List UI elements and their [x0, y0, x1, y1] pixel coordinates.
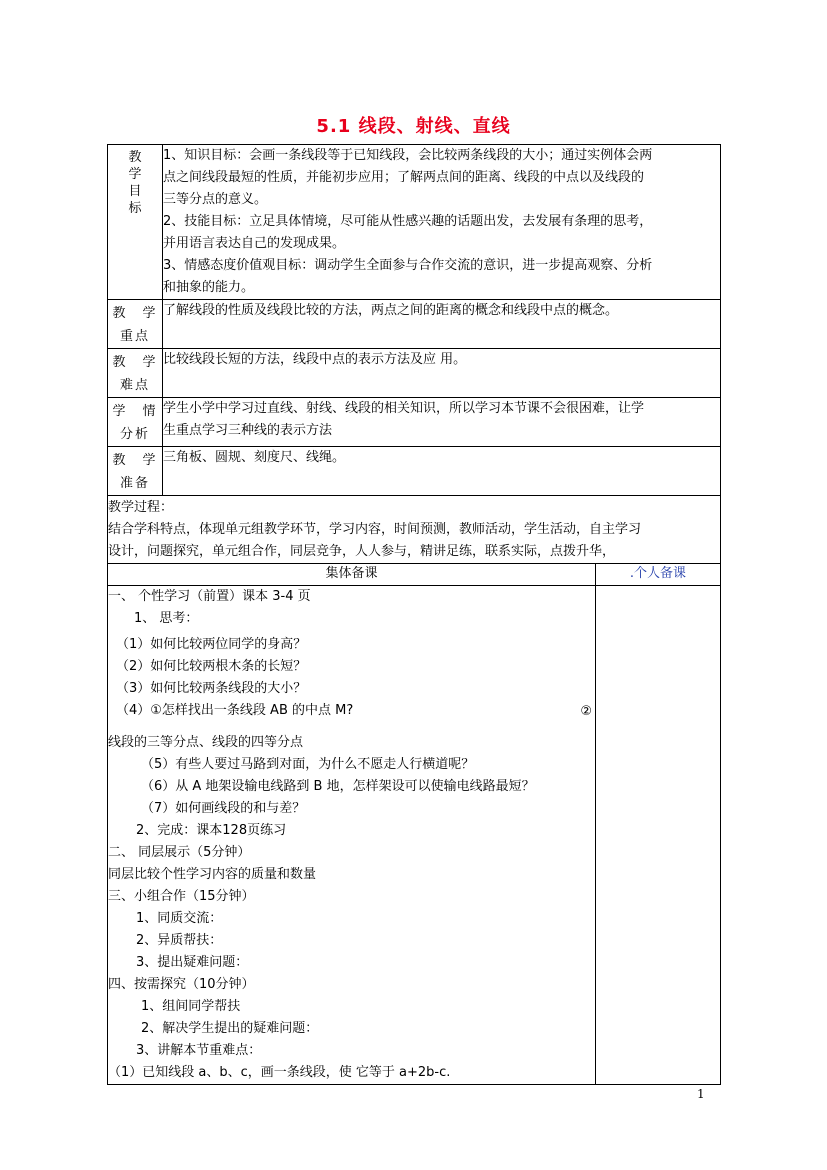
lesson-line: （6）从 A 地架设输电线路到 B 地，怎样架设可以使输电线路最短？	[141, 779, 535, 794]
label-line: 教 学	[112, 453, 158, 468]
lesson-line: 同层比较个性学习内容的质量和数量	[108, 867, 317, 882]
lesson-line: 三、小组合作（15分钟）	[108, 889, 255, 904]
process-line: 结合学科特点，体现单元组教学环节，学习内容，时间预测，教师活动，学生活动，自主学习	[108, 522, 642, 537]
label-line: 重点	[119, 329, 150, 344]
preparation-content: 三角板、圆规、刻度尺、线绳。	[163, 447, 721, 496]
label-line: 难点	[119, 378, 150, 393]
objective-line: 并用语言表达自己的发现成果。	[163, 236, 346, 251]
lesson-line: （4）①怎样找出一条线段 AB 的中点 M?	[116, 703, 354, 718]
column-header-collective: 集体备课	[108, 564, 596, 586]
column-header-personal: .个人备课	[596, 564, 721, 586]
objective-line: 点之间线段最短的性质，并能初步应用；了解两点间的距离、线段的中点以及线段的	[163, 170, 645, 185]
lesson-line: 2、解决学生提出的疑难问题：	[141, 1021, 319, 1036]
label-line: 教 学	[112, 355, 158, 370]
label-line: 准备	[119, 476, 150, 491]
lesson-line: 3、提出疑难问题：	[136, 955, 249, 970]
process-title: 教学过程：	[108, 500, 174, 515]
label-analysis	[108, 398, 163, 447]
analysis-line: 生重点学习三种线的表示方法	[163, 423, 333, 438]
lesson-line: 2、完成：课本128页练习	[136, 823, 287, 838]
objective-line: 3、情感态度价值观目标：调动学生全面参与合作交流的意识，进一步提高观察、分析	[163, 258, 653, 273]
analysis-content	[163, 398, 721, 447]
lesson-line: （1）如何比较两位同学的身高？	[116, 637, 307, 652]
lesson-line: 四、按需探究（10分钟）	[108, 977, 255, 992]
lesson-line: （2）如何比较两根木条的长短？	[116, 659, 307, 674]
lesson-line: 线段的三等分点、线段的四等分点	[108, 735, 304, 750]
lesson-line: （7）如何画线段的和与差？	[141, 801, 306, 816]
process-section	[108, 496, 721, 564]
lesson-line: 1、组间同学帮扶	[141, 999, 241, 1014]
label-key-points	[108, 300, 163, 349]
objective-line: 1、知识目标：会画一条线段等于已知线段，会比较两条线段的大小；通过实例体会两	[163, 148, 653, 163]
analysis-line: 学生小学中学习过直线、射线、线段的相关知识，所以学习本节课不会很困难，让学	[163, 401, 645, 416]
objective-line: 和抽象的能力。	[163, 280, 255, 295]
difficulties-content: 比较线段长短的方法，线段中点的表示方法及应 用。	[163, 349, 721, 398]
label-line: 分析	[119, 427, 150, 442]
page-number: 1	[697, 1087, 705, 1101]
label-objectives	[108, 145, 163, 300]
page-title: 5.1 线段、射线、直线	[316, 116, 511, 137]
lesson-line: 2、异质帮扶：	[136, 933, 223, 948]
label-objectives-text: 教学目标	[128, 150, 142, 216]
lesson-line: （1）已知线段 a、b、c，画一条线段，使 它等于 a+2b-c.	[108, 1065, 451, 1080]
objectives-content	[163, 145, 721, 300]
process-line: 设计，问题探究，单元组合作，同层竞争，人人参与，精讲足练，联系实际，点拨升华，	[108, 544, 616, 559]
objective-line: 2、技能目标：立足具体情境，尽可能从性感兴趣的话题出发，去发展有条理的思考，	[163, 214, 653, 229]
label-line: 教 学	[112, 306, 158, 321]
label-preparation	[108, 447, 163, 496]
lesson-line: 二、 同层展示（5分钟）	[108, 845, 251, 860]
lesson-line: （3）如何比较两条线段的大小？	[116, 681, 307, 696]
lesson-line: 1、 思考：	[134, 611, 199, 626]
lesson-plan-table	[107, 144, 721, 1085]
label-line: 学 情	[112, 404, 158, 419]
key-points-content: 了解线段的性质及线段比较的方法，两点之间的距离的概念和线段中点的概念。	[163, 300, 721, 349]
lesson-line: （5）有些人要过马路到对面，为什么不愿走人行横道呢？	[141, 757, 475, 772]
objective-line: 三等分点的意义。	[163, 192, 268, 207]
label-difficulties	[108, 349, 163, 398]
lesson-line: 一、 个性学习（前置）课本 3-4 页	[108, 589, 311, 604]
lesson-line: 3、讲解本节重难点：	[136, 1043, 262, 1058]
circled-two: ②	[580, 704, 592, 719]
lesson-line: 1、同质交流：	[136, 911, 223, 926]
personal-content	[596, 586, 721, 1085]
collective-content	[108, 586, 596, 1085]
